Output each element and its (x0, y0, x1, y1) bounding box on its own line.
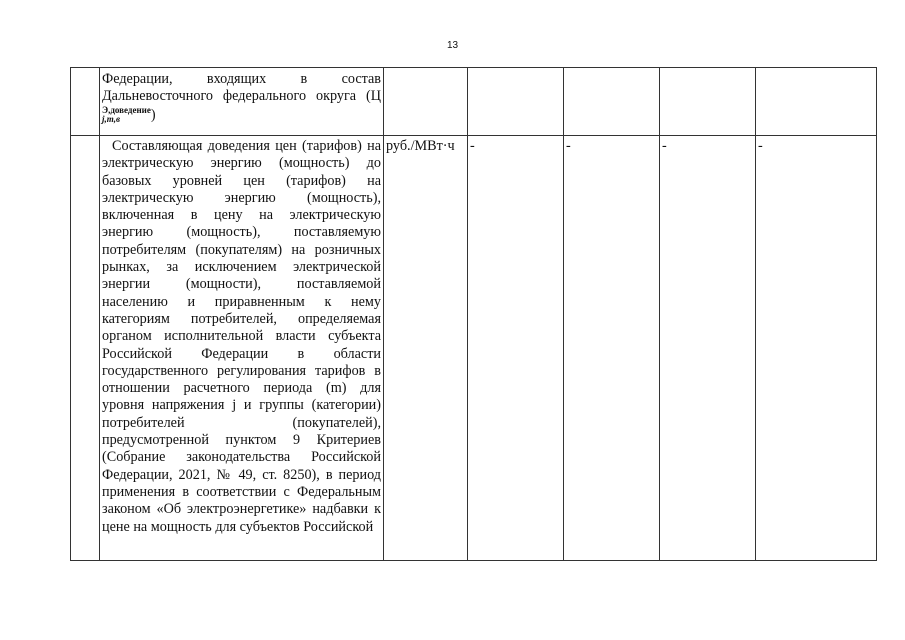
value-dash: - (758, 138, 763, 154)
value-cell (660, 136, 756, 561)
unit-label: руб./МВт·ч (386, 138, 455, 154)
row-number-cell (71, 68, 100, 136)
row2-text: Составляющая доведения цен (тарифов) на электрическую энергию (мощность) до базовых уровней цен (тарифов) на электрическую энергию (мощность), включенная в цену на электрическую энергию (мощность), поставляемую потребителям (покупателям) на розничных рынках, за исключением электрической энергии (мощности), поставляемой населению и приравненным к нему категориям потребителей, определяемая органом исполнительной власти субъекта Российской Федерации в области государственного регулирования тарифов в отношении расчетного периода (m) для уровня напряжения j и группы (категории) потребителей (покупателей), предусмотренной пунктом 9 Критериев (Собрание законодательства Российской Федерации, 2021, № 49, ст. 8250), в период применения в соответствии с Федеральным законом «Об электроэнергетике» надбавки к цене на мощность для субъектов Российской (102, 138, 381, 535)
row1-text: Федерации, входящих в состав Дальневосточного федерального округа (Ц (102, 71, 381, 105)
value-dash: - (662, 138, 667, 154)
page-number: 13 (446, 40, 459, 51)
value-cell (468, 136, 564, 561)
value-cell (756, 136, 877, 561)
value-dash: - (470, 138, 475, 154)
formula-close: ) (150, 106, 156, 123)
unit-cell (384, 68, 468, 136)
description-cell (100, 136, 384, 561)
value-cell (756, 68, 877, 136)
tariff-table (70, 67, 877, 561)
formula-subscript: j,m,в (102, 113, 121, 124)
row-number-cell (71, 136, 100, 561)
value-cell (468, 68, 564, 136)
value-cell (564, 68, 660, 136)
table-row (71, 68, 877, 136)
value-dash: - (566, 138, 571, 154)
formula-superscript: Э,доведение (102, 104, 151, 115)
description-cell (100, 68, 384, 136)
value-cell (564, 136, 660, 561)
value-cell (660, 68, 756, 136)
table-row (71, 136, 877, 561)
formula-indices (102, 106, 151, 124)
unit-cell (384, 136, 468, 561)
